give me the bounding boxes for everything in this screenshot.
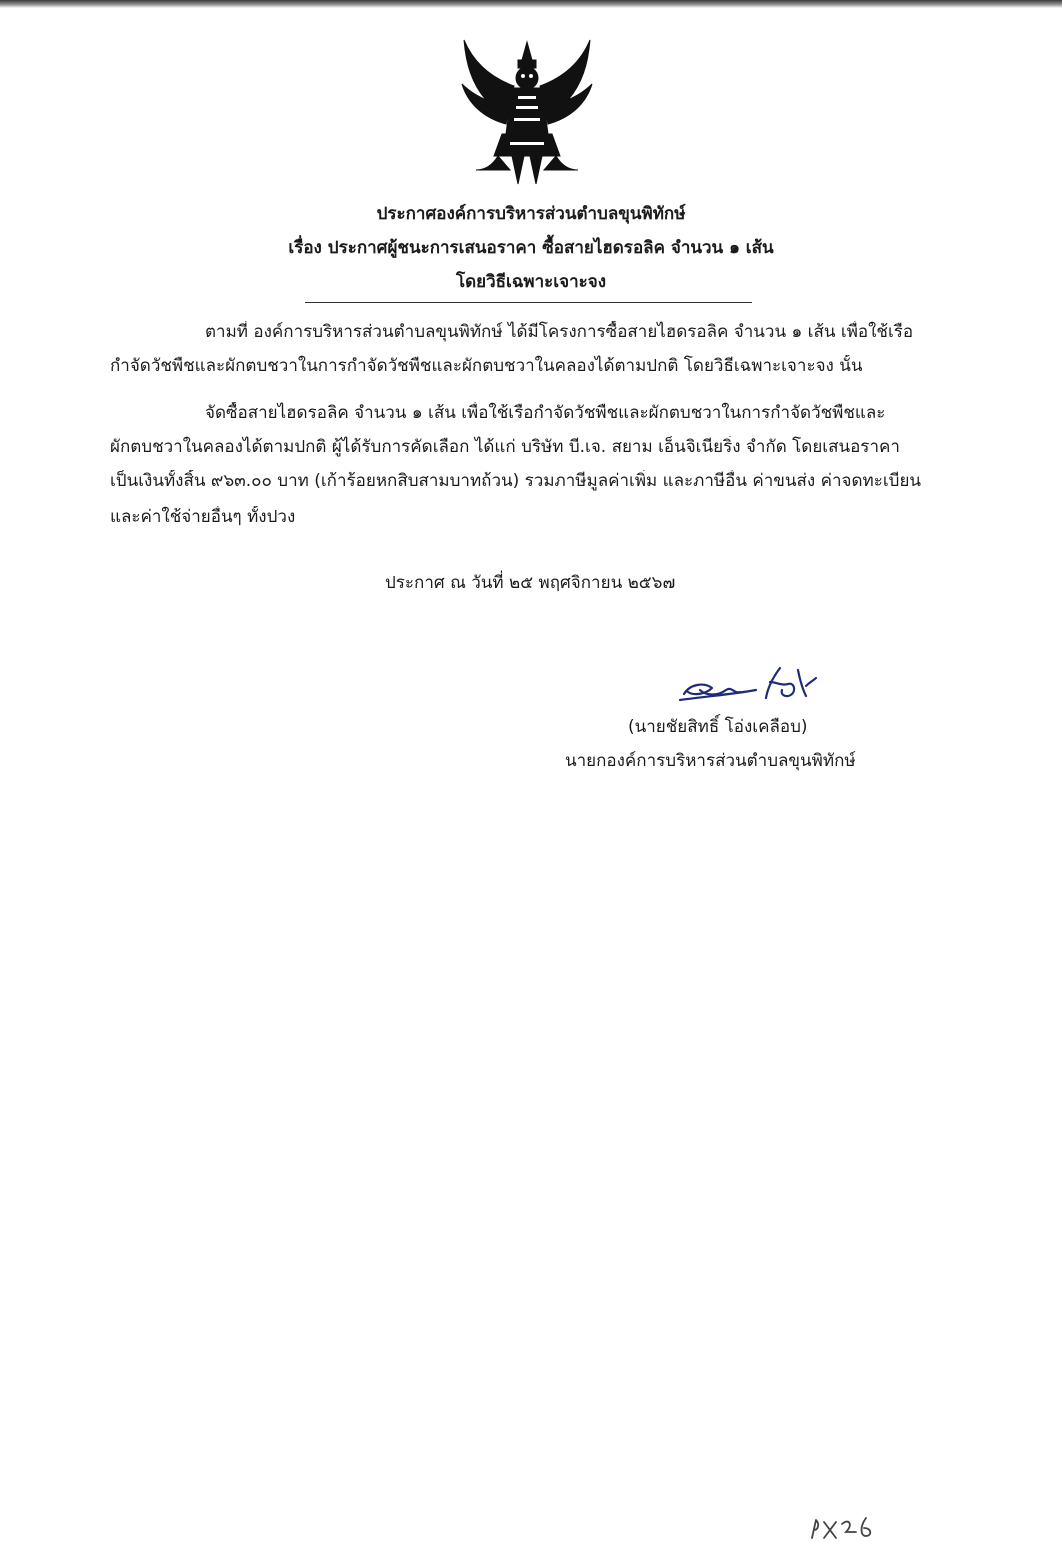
garuda-emblem-icon (452, 34, 602, 190)
paragraph2-line1: จัดซื้อสายไฮดรอลิค จำนวน ๑ เส้น เพื่อใช้เรือกำจัดวัชพืชและผักตบชวาในการกำจัดวัชพืชและ (205, 403, 886, 423)
handwritten-page-mark-icon (808, 1512, 878, 1542)
scan-top-edge (0, 0, 1062, 8)
header-divider (305, 302, 752, 303)
procurement-method: โดยวิธีเฉพาะเจาะจง (455, 272, 607, 292)
paragraph2-line4: และค่าใช้จ่ายอื่นๆ ทั้งปวง (110, 507, 296, 527)
paragraph1-line1: ตามที่ องค์การบริหารส่วนตำบลขุนพิทักษ์ ได้มีโครงการซื้อสายไฮดรอลิค จำนวน ๑ เส้น เพื่อใช้เรือ (205, 322, 914, 342)
announcement-subject: เรื่อง ประกาศผู้ชนะการเสนอราคา ซื้อสายไฮดรอลิค จำนวน ๑ เส้น (288, 238, 774, 258)
announcement-date: ประกาศ ณ วันที่ ๒๕ พฤศจิกายน ๒๕๖๗ (385, 573, 676, 593)
paragraph2-line2: ผักตบชวาในคลองได้ตามปกติ ผู้ได้รับการคัดเลือก ได้แก่ บริษัท บี.เจ. สยาม เอ็นจิเนียริ่ง จำกัด โดยเสนอราคา (110, 437, 900, 457)
announcement-title: ประกาศองค์การบริหารส่วนตำบลขุนพิทักษ์ (376, 204, 686, 224)
handwritten-signature-icon (670, 660, 820, 708)
paragraph2-line3: เป็นเงินทั้งสิ้น ๙๖๓.๐๐ บาท (เก้าร้อยหกสิบสามบาทถ้วน) รวมภาษีมูลค่าเพิ่ม และภาษีอื่น ค่าขนส่ง ค่าจดทะเบียน (110, 471, 922, 491)
signer-name: (นายชัยสิทธิ์ โอ่งเคลือบ) (628, 717, 808, 737)
signer-title: นายกองค์การบริหารส่วนตำบลขุนพิทักษ์ (565, 751, 856, 771)
paragraph1-line2: กำจัดวัชพืชและผักตบชวาในการกำจัดวัชพืชและผักตบชวาในคลองได้ตามปกติ โดยวิธีเฉพาะเจาะจง นั้น (110, 356, 863, 376)
